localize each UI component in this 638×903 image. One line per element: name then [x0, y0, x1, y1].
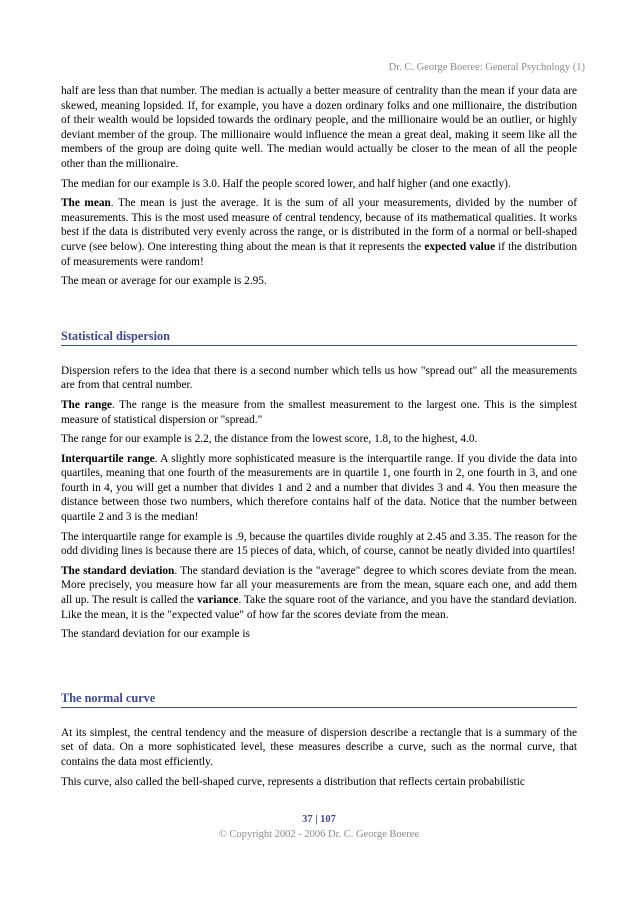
- paragraph-range-example: The range for our example is 2.2, the distance from the lowest score, 1.8, to the highest, 4.0.: [61, 433, 478, 446]
- range-text: . The range is the measure from the smallest measurement to the largest one. This is the simplest measure of statistical dispersion or "spread.": [61, 398, 577, 426]
- mean-text-after: if the distribution of measurements were random!: [61, 240, 577, 268]
- term-range: The range: [61, 398, 112, 411]
- paragraph-mean-example: The mean or average for our example is 2.95.: [61, 275, 267, 288]
- page-number: 37 | 107: [302, 814, 336, 825]
- paragraph-bell-curve: This curve, also called the bell-shaped curve, represents a distribution that reflects certain probabilistic: [61, 775, 525, 788]
- paragraph-iqr-example: The interquartile range for example is .9, because the quartiles divide roughly at 2.45 and 3.35. The reason for the odd dividing lines is because there are 15 pieces of data, which, of course, cannot be neatly divided into quartiles!: [61, 530, 577, 558]
- sd-text: . The standard deviation is the "average" degree to which scores deviate from the mean. More precisely, you measure how far all your measurements are from the mean, square each one, and add them all up. The result is called the: [61, 564, 577, 607]
- page-body: [61, 84, 577, 794]
- paragraph-dispersion-intro: Dispersion refers to the idea that there is a second number which tells us how "spread out" all the measurements are from that central number.: [61, 364, 577, 392]
- paragraph-interquartile-range: [61, 452, 577, 525]
- iqr-text: . A slightly more sophisticated measure is the interquartile range. If you divide the data into quartiles, meaning that one fourth of the measurements are in quartile 1, one fourth in 2, one fourth in 3, and one fourth in 4, you will get a number that divides 1 and 2 and a number that divides 3 and 4. You then measure the distance between those two numbers, which therefore contains half of the data. Notice that the number between quartile 2 and 3 is the median!: [61, 452, 577, 524]
- mean-text: . The mean is just the average. It is the sum of all your measurements, divided by the number of measurements. This is the most used measure of central tendency, because of its mathematical qualities. It works best if the data is distributed very evenly across the range, or is distributed in the form of a normal or bell-shaped curve (see below). One interesting thing about the mean is that it represents the: [61, 197, 577, 253]
- paragraph-mean: [61, 196, 577, 269]
- heading-statistical-dispersion: Statistical dispersion: [61, 329, 577, 346]
- sd-text-after: . Take the square root of the variance, and you have the standard deviation. Like the mean, it is the "expected value" of how far the scores deviate from the mean.: [61, 594, 577, 621]
- paragraph-sd-example: The standard deviation for our example is: [61, 628, 250, 641]
- term-interquartile-range: Interquartile range: [61, 452, 155, 465]
- term-standard-deviation: The standard deviation: [61, 564, 175, 577]
- paragraph-normal-curve-intro: At its simplest, the central tendency and the measure of dispersion describe a rectangle that is a summary of the set of data. On a more sophisticated level, these measures describe a curve, such as the normal curve, that contains the data most efficiently.: [61, 726, 577, 768]
- heading-normal-curve: The normal curve: [61, 691, 577, 708]
- paragraph-median-example: The median for our example is 3.0. Half the people scored lower, and half higher (and one exactly).: [61, 177, 511, 190]
- term-mean: The mean: [61, 197, 111, 210]
- term-variance: variance: [197, 594, 239, 607]
- paragraph-median-skew: half are less than that number. The median is actually a better measure of centrality than the mean if your data are skewed, meaning lopsided. If, for example, you have a dozen ordinary folks and one millionaire, the distribution of their wealth would be lopsided towards the ordinary people, and the millionaire would be an outlier, or highly deviant member of the group. The millionaire would influence the mean a great deal, making it seem like all the members of the group are doing quite well. The median would actually be closer to the mean of all the people other than the millionaire.: [61, 85, 577, 170]
- paragraph-range: [61, 398, 577, 427]
- running-header: Dr. C. George Boeree: General Psychology (1): [388, 62, 585, 73]
- paragraph-standard-deviation: [61, 564, 577, 622]
- term-expected-value: expected value: [424, 240, 496, 253]
- copyright-notice: © Copyright 2002 - 2006 Dr. C. George Boeree: [218, 829, 420, 840]
